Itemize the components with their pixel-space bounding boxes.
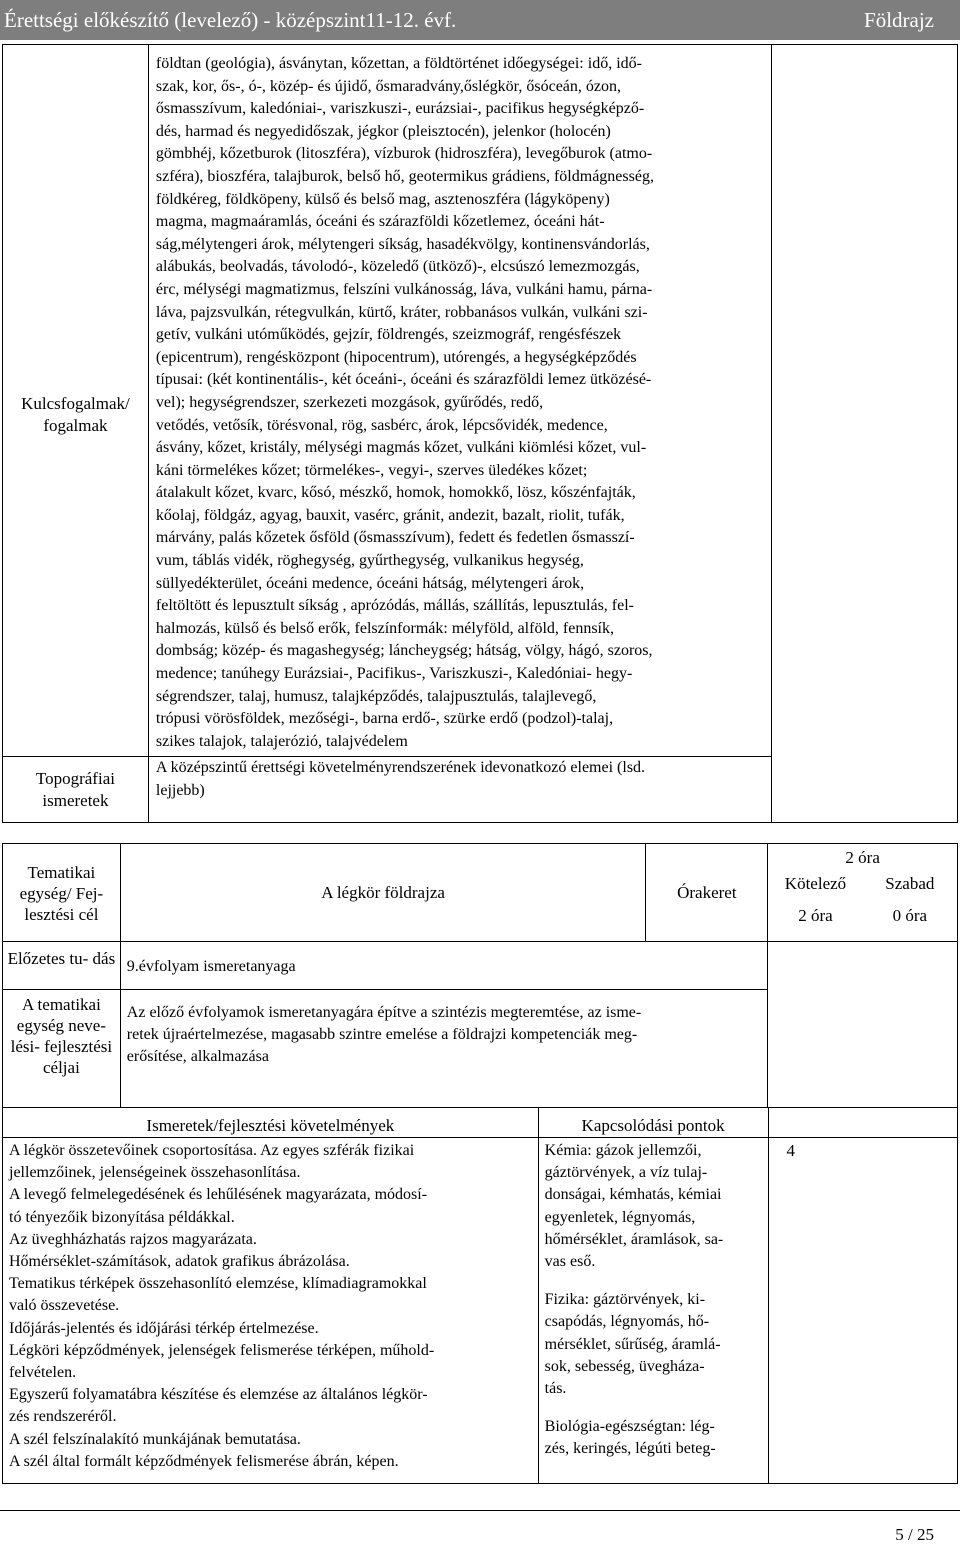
requirements-header	[3, 1108, 539, 1138]
requirement-line: Egyszerű folyamatábra készítése és elemzése az általános légkör-	[9, 1386, 428, 1404]
requirement-line: Légköri képződmények, jelenségek felismerése térképen, műhold-	[9, 1341, 435, 1359]
page-number: 5 / 25	[895, 1525, 934, 1544]
requirement-line: Hőmérséklet-számítások, adatok grafikus ábrázolása.	[9, 1253, 350, 1271]
orakeret-cell	[646, 844, 768, 942]
concept-line: medence; tanúhegy Eurázsiai-, Pacifikus-, Variszkuszi-, Kaledóniai- hegy-	[155, 665, 633, 683]
concept-line: dés, harmad és negyedidőszak, jégkor (pleisztocén), jelenkor (holocén)	[155, 122, 611, 140]
concept-line: süllyedékterület, óceáni medence, óceáni hátság, mélytengeri árok,	[155, 574, 585, 592]
hours-header-cell	[768, 1108, 957, 1138]
connections-header-text: Kapcsolódási pontok	[581, 1115, 725, 1135]
connection-line: Kémia: gázok jellemzői,	[544, 1142, 702, 1159]
concept-line: ősmasszívum, kaledóniai-, variszkuszi-, eurázsiai-, pacifikus hegységképző-	[155, 100, 645, 118]
connection-line: sok, sebesség, üvegháza-	[544, 1357, 705, 1375]
concepts-table	[2, 44, 958, 823]
requirement-line: zés rendszeréről.	[9, 1408, 117, 1426]
goals-content	[120, 990, 768, 1108]
concepts-label-cell	[3, 45, 149, 757]
requirement-line: A szél felszínalakító munkájának bemutatása.	[9, 1430, 301, 1448]
concept-line: feltöltött és lepusztult síkság , aprózódás, mállás, szállítás, lepusztulás, fel-	[155, 597, 634, 615]
hours-cell	[768, 844, 958, 942]
unit-title-cell	[120, 844, 646, 942]
topo-label-cell	[3, 757, 149, 823]
concept-line: vetődés, vetősík, törésvonal, rög, sasbérc, árok, lépcsővidék, medence,	[155, 416, 608, 434]
concept-line: szféra), bioszféra, talajburok, belső hő, geotermikus grádiens, földmágnesség,	[155, 167, 654, 185]
total-hours: 2 óra	[845, 848, 880, 867]
concept-line: ásvány, kőzet, kristály, mélységi magmás kőzet, vulkáni kiömlési kőzet, vul-	[155, 439, 647, 457]
concept-line: (epicentrum), rengésközpont (hipocentrum), utórengés, a hegységképződés	[155, 348, 637, 366]
requirements-content	[3, 1138, 539, 1484]
topo-label: Topográfiai ismeretek	[35, 768, 115, 810]
concept-line: trópusi vörösföldek, mezőségi-, barna erdő-, szürke erdő (podzol)-talaj,	[155, 710, 614, 728]
connection-line: Fizika: gáztörvények, ki-	[544, 1291, 706, 1309]
prior-content	[120, 942, 768, 990]
requirement-line: Az üveghházhatás rajzos magyarázata.	[9, 1230, 257, 1248]
concepts-blank-cell	[771, 45, 957, 823]
connection-line: hőmérséklet, áramlások, sa-	[544, 1230, 724, 1248]
concept-line: típusai: (két kontinentális-, két óceáni-, óceáni és szárazföldi lemez ütközésé-	[155, 371, 652, 389]
orakeret-label: Órakeret	[677, 882, 737, 902]
concept-line: vum, táblás vidék, röghegység, gyűrthegység, vulkanikus hegység,	[155, 552, 584, 570]
hours-value-cell	[768, 1138, 957, 1484]
topo-content	[148, 757, 771, 823]
connection-line: mérséklet, sűrűség, áramlá-	[544, 1335, 721, 1353]
concepts-content	[148, 45, 771, 757]
goals-label: A tematikai egység neve- lési- fejlesztési céljai	[10, 995, 113, 1077]
concept-line: érc, mélységi magmatizmus, felszíni vulkánosság, láva, vulkáni hamu, párna-	[155, 280, 653, 298]
concept-line: márvány, palás kőzetek ősföld (ősmasszívum), fedett és fedetlen ősmasszí-	[155, 529, 635, 547]
header-subject: Földrajz	[864, 7, 934, 32]
connections-header	[538, 1108, 768, 1138]
requirement-line: Tematikus térképek összehasonlító elemzése, klímadiagramokkal	[9, 1275, 427, 1293]
kotelezo-hours: 2 óra	[798, 906, 833, 925]
requirements-table	[2, 1107, 958, 1484]
connection-line: Biológia-egészségtan: lég-	[544, 1418, 715, 1436]
goal-line: Az előző évfolyamok ismeretanyagára építve a szintézis megteremtése, az isme-	[126, 1004, 642, 1021]
connection-line: vas eső.	[544, 1253, 596, 1271]
prior-text: 9.évfolyam ismeretanyaga	[126, 958, 296, 975]
connection-line: csapódás, légnyomás, hő-	[544, 1313, 710, 1331]
unit-label-cell	[3, 844, 121, 942]
page-footer	[0, 1510, 960, 1546]
concept-line: halmozás, külső és belső erők, felszínformák: mélyföld, alföld, fennsík,	[155, 619, 614, 637]
requirement-line: Időjárás-jelentés és időjárási térkép értelmezése.	[9, 1319, 319, 1337]
concept-line: ság,mélytengeri árok, mélytengeri síkság, hasadékvölgy, kontinensvándorlás,	[155, 235, 650, 253]
concepts-label: Kulcsfogalmak/ fogalmak	[21, 393, 130, 435]
unit-table	[2, 843, 958, 1108]
concept-line: káni törmelékes kőzet; törmelékes-, vegyi-, szerves üledékes kőzet;	[155, 461, 588, 479]
goal-line: retek újraértelmezése, magasabb szintre emelése a földrajzi kompetenciák meg-	[126, 1026, 638, 1043]
hours-value: 4	[786, 1141, 796, 1160]
concept-line: földtan (geológia), ásványtan, kőzettan, a földtörténet időegységei: idő, idő-	[155, 55, 642, 72]
unit-title: A légkör földrajza	[321, 882, 445, 902]
concept-line: gömbhéj, kőzetburok (litoszféra), vízburok (hidroszféra), levegőburok (atmo-	[155, 145, 653, 163]
page-header	[0, 0, 960, 40]
connection-line	[545, 1273, 764, 1289]
szabad-label: Szabad	[885, 874, 935, 893]
concept-line: magma, magmaáramlás, óceáni és szárazföldi kőzetlemez, óceáni hát-	[155, 213, 605, 231]
prior-blank-cell	[768, 942, 958, 1108]
connections-content	[538, 1138, 768, 1484]
connection-line: donságai, kémhatás, kémiai	[544, 1186, 722, 1204]
requirements-header-text: Ismeretek/fejlesztési követelmények	[146, 1115, 395, 1135]
topo-line: A középszintű érettségi követelményrendszerének idevonatkozó elemei (lsd.	[155, 759, 646, 776]
goals-label-cell	[3, 990, 121, 1108]
concept-line: láva, pajzsvulkán, rétegvulkán, kürtő, kráter, robbanásos vulkán, vulkáni szi-	[155, 303, 648, 321]
concept-line: átalakult kőzet, kvarc, kősó, mészkő, homok, homokkő, lösz, kőszénfajták,	[155, 484, 636, 502]
connection-line: gáztörvények, a víz tulaj-	[544, 1164, 708, 1182]
szabad-hours: 0 óra	[892, 906, 928, 925]
prior-label: Előzetes tu- dás	[7, 949, 116, 968]
connection-line: tás.	[544, 1380, 567, 1398]
concept-line: szak, kor, ős-, ó-, közép- és újidő, ősmaradvány,őslégkör, ősóceán, ózon,	[155, 77, 621, 95]
connection-line	[545, 1400, 764, 1416]
requirement-line: tó tényezőik bizonyítása példákkal.	[9, 1208, 235, 1226]
requirement-line: A levegő felmelegedésének és lehűlésének magyarázata, módosí-	[9, 1186, 428, 1204]
concept-line: vel); hegységrendszer, szerkezeti mozgások, gyűrődés, redő,	[155, 393, 544, 411]
requirement-line: való összevetése.	[9, 1297, 120, 1315]
concept-line: kőolaj, földgáz, agyag, bauxit, vasérc, gránit, andezit, bazalt, riolit, tufák,	[155, 506, 625, 524]
requirement-line: A szél által formált képződmények felismerése ábrán, képen.	[9, 1452, 399, 1470]
connection-line: egyenletek, légnyomás,	[544, 1208, 696, 1226]
concept-line: getív, vulkáni utóműködés, gejzír, földrengés, szeizmográf, rengésfészek	[155, 326, 622, 344]
kotelezo-label: Kötelező	[784, 874, 847, 893]
concept-line: földkéreg, földköpeny, külső és belső mag, asztenoszféra (lágyköpeny)	[155, 190, 610, 208]
concept-line: alábukás, beolvadás, távolodó-, közeledő (ütköző)-, elcsúszó lemezmozgás,	[155, 258, 640, 276]
connection-line: zés, keringés, légúti beteg-	[544, 1440, 716, 1458]
header-course-title: Érettségi előkészítő (levelező) - középszint11-12. évf.	[4, 7, 457, 32]
prior-label-cell	[3, 942, 121, 990]
requirement-line: jellemzőinek, jelenségeinek összehasonlítása.	[9, 1164, 301, 1182]
concept-line: dombság; közép- és magashegység; láncheygség; hátság, völgy, hágó, szoros,	[155, 642, 653, 660]
concept-line: ségrendszer, talaj, humusz, talajképződés, talajpusztulás, talajlevegő,	[155, 687, 597, 705]
unit-label: Tematikai egység/ Fej- lesztési cél	[19, 863, 104, 924]
topo-line: lejjebb)	[155, 781, 205, 799]
requirement-line: felvételen.	[9, 1364, 77, 1382]
goal-line: erősítése, alkalmazása	[126, 1048, 269, 1065]
concept-line: szikes talajok, talajerózió, talajvédelem	[155, 732, 408, 750]
requirement-line: A légkör összetevőinek csoportosítása. Az egyes szférák fizikai	[9, 1142, 415, 1159]
